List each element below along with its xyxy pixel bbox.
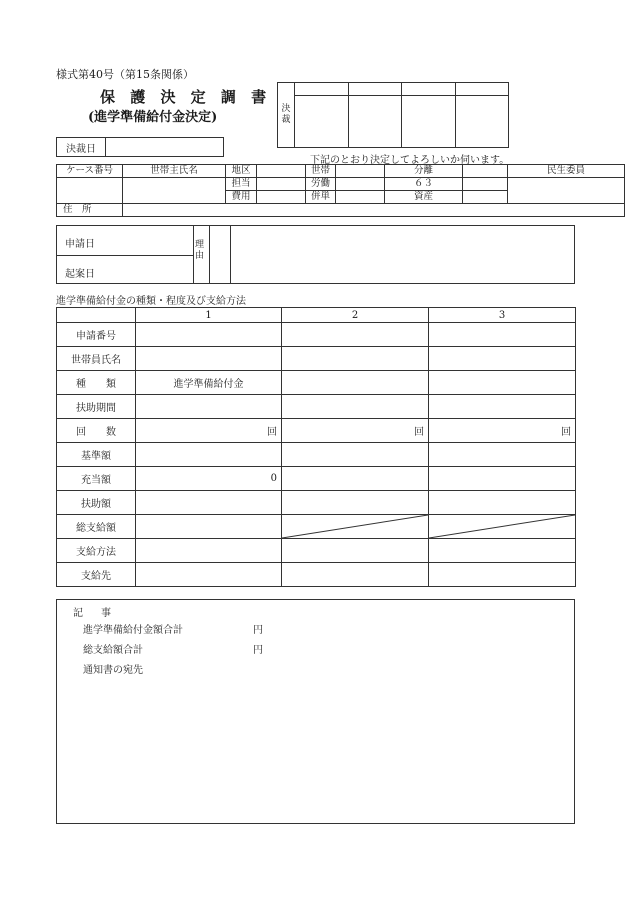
- times-label: 回 数: [57, 419, 136, 443]
- total-field[interactable]: [136, 515, 282, 539]
- form-number: 様式第40号（第15条関係）: [56, 68, 194, 81]
- address-label: 住 所: [57, 204, 123, 217]
- apply-date-label: 申請日: [65, 239, 95, 250]
- page-title: 保 護 決 定 調 書: [100, 88, 272, 106]
- allot-value[interactable]: 0: [136, 467, 282, 491]
- yen-unit: 円: [253, 645, 263, 656]
- approval-stamp-box[interactable]: [348, 96, 402, 148]
- column-header-1: 1: [136, 308, 282, 323]
- base-field[interactable]: [136, 443, 282, 467]
- reason-box: [56, 225, 575, 284]
- method-field[interactable]: [282, 539, 429, 563]
- household-label: 世帯: [306, 165, 336, 178]
- apply-no-label: 申請番号: [57, 323, 136, 347]
- case-no-field[interactable]: [57, 178, 123, 204]
- apply-no-field[interactable]: [136, 323, 282, 347]
- approval-header-cell: [348, 83, 402, 96]
- separation-field[interactable]: [463, 165, 508, 178]
- times-unit[interactable]: 回: [282, 419, 429, 443]
- combined-label: 併単: [306, 191, 336, 204]
- kind-corner-cell: [57, 308, 136, 323]
- times-unit[interactable]: 回: [429, 419, 576, 443]
- total-disabled-cell: [429, 515, 576, 539]
- allot-field[interactable]: [282, 467, 429, 491]
- in-charge-label: 担当: [226, 178, 257, 191]
- welfare-label: 民生委員: [508, 165, 625, 178]
- addressee-label: 通知書の宛先: [83, 665, 143, 676]
- method-field[interactable]: [429, 539, 576, 563]
- request-notice: 下記のとおり決定してよろしいか伺います。: [310, 155, 510, 166]
- decision-date-field[interactable]: [106, 138, 224, 157]
- decision-date-table: [56, 137, 224, 157]
- payee-label: 支給先: [57, 563, 136, 587]
- diagonal-strike: [282, 515, 428, 538]
- case-no-label: ケース番号: [57, 165, 123, 178]
- approval-stamp-box[interactable]: [455, 96, 509, 148]
- period-label: 扶助期間: [57, 395, 136, 419]
- kind-section-title: 進学準備給付金の種類・程度及び支給方法: [56, 296, 246, 307]
- reason-label-cell: [193, 226, 210, 283]
- labor-field[interactable]: [336, 178, 385, 191]
- member-name-label: 世帯員氏名: [57, 347, 136, 371]
- welfare-field[interactable]: [508, 178, 625, 204]
- approval-header-cell: [402, 83, 456, 96]
- base-label: 基準額: [57, 443, 136, 467]
- labor-label: 労働: [306, 178, 336, 191]
- kind-value: 進学準備給付金: [136, 371, 282, 395]
- address-field[interactable]: [123, 204, 625, 217]
- reason-label: 理由: [195, 240, 205, 261]
- page-subtitle: (進学準備給付金決定): [88, 110, 218, 125]
- aid-field[interactable]: [429, 491, 576, 515]
- total-prep-label: 進学準備給付金額合計: [83, 625, 183, 636]
- base-field[interactable]: [282, 443, 429, 467]
- separation-label: 分離: [385, 165, 463, 178]
- payee-field[interactable]: [429, 563, 576, 587]
- in-charge-field[interactable]: [257, 178, 306, 191]
- case-table: [56, 164, 625, 217]
- draft-date-cell[interactable]: [57, 256, 194, 284]
- householder-field[interactable]: [123, 178, 226, 204]
- period-field[interactable]: [429, 395, 576, 419]
- reason-spacer-cell: [210, 226, 231, 283]
- notes-title: 記事: [73, 608, 129, 619]
- method-field[interactable]: [136, 539, 282, 563]
- apply-no-field[interactable]: [429, 323, 576, 347]
- labor-value: ６３: [385, 178, 463, 191]
- approval-header-cell: [455, 83, 509, 96]
- total-label: 総支給額: [57, 515, 136, 539]
- notes-box[interactable]: [56, 599, 575, 824]
- times-unit[interactable]: 回: [136, 419, 282, 443]
- period-field[interactable]: [136, 395, 282, 419]
- method-label: 支給方法: [57, 539, 136, 563]
- labor-extra-field[interactable]: [463, 178, 508, 191]
- district-label: 地区: [226, 165, 257, 178]
- approval-label: 決裁: [278, 83, 295, 148]
- decision-date-label: 決裁日: [57, 138, 106, 157]
- member-name-field[interactable]: [136, 347, 282, 371]
- aid-field[interactable]: [136, 491, 282, 515]
- approval-header-cell: [295, 83, 349, 96]
- apply-no-field[interactable]: [282, 323, 429, 347]
- aid-label: 扶助額: [57, 491, 136, 515]
- kind-label: 種 類: [57, 371, 136, 395]
- kind-field[interactable]: [429, 371, 576, 395]
- apply-date-cell[interactable]: [57, 226, 194, 256]
- assets-label: 資産: [385, 191, 463, 204]
- allot-label: 充当額: [57, 467, 136, 491]
- kind-field[interactable]: [282, 371, 429, 395]
- column-header-3: 3: [429, 308, 576, 323]
- period-field[interactable]: [282, 395, 429, 419]
- payee-field[interactable]: [136, 563, 282, 587]
- member-name-field[interactable]: [429, 347, 576, 371]
- district-field[interactable]: [257, 165, 306, 178]
- kind-table: [56, 307, 576, 587]
- base-field[interactable]: [429, 443, 576, 467]
- combined-field[interactable]: [336, 191, 385, 204]
- cost-label: 費用: [226, 191, 257, 204]
- household-field[interactable]: [336, 165, 385, 178]
- cost-field[interactable]: [257, 191, 306, 204]
- assets-field[interactable]: [463, 191, 508, 204]
- total-disabled-cell: [282, 515, 429, 539]
- approval-table: [277, 82, 509, 148]
- column-header-2: 2: [282, 308, 429, 323]
- payee-field[interactable]: [282, 563, 429, 587]
- aid-field[interactable]: [282, 491, 429, 515]
- householder-label: 世帯主氏名: [123, 165, 226, 178]
- yen-unit: 円: [253, 625, 263, 636]
- allot-field[interactable]: [429, 467, 576, 491]
- approval-stamp-box[interactable]: [295, 96, 349, 148]
- approval-stamp-box[interactable]: [402, 96, 456, 148]
- member-name-field[interactable]: [282, 347, 429, 371]
- draft-date-label: 起案日: [65, 269, 95, 280]
- diagonal-strike: [429, 515, 575, 538]
- total-all-label: 総支給額合計: [83, 645, 143, 656]
